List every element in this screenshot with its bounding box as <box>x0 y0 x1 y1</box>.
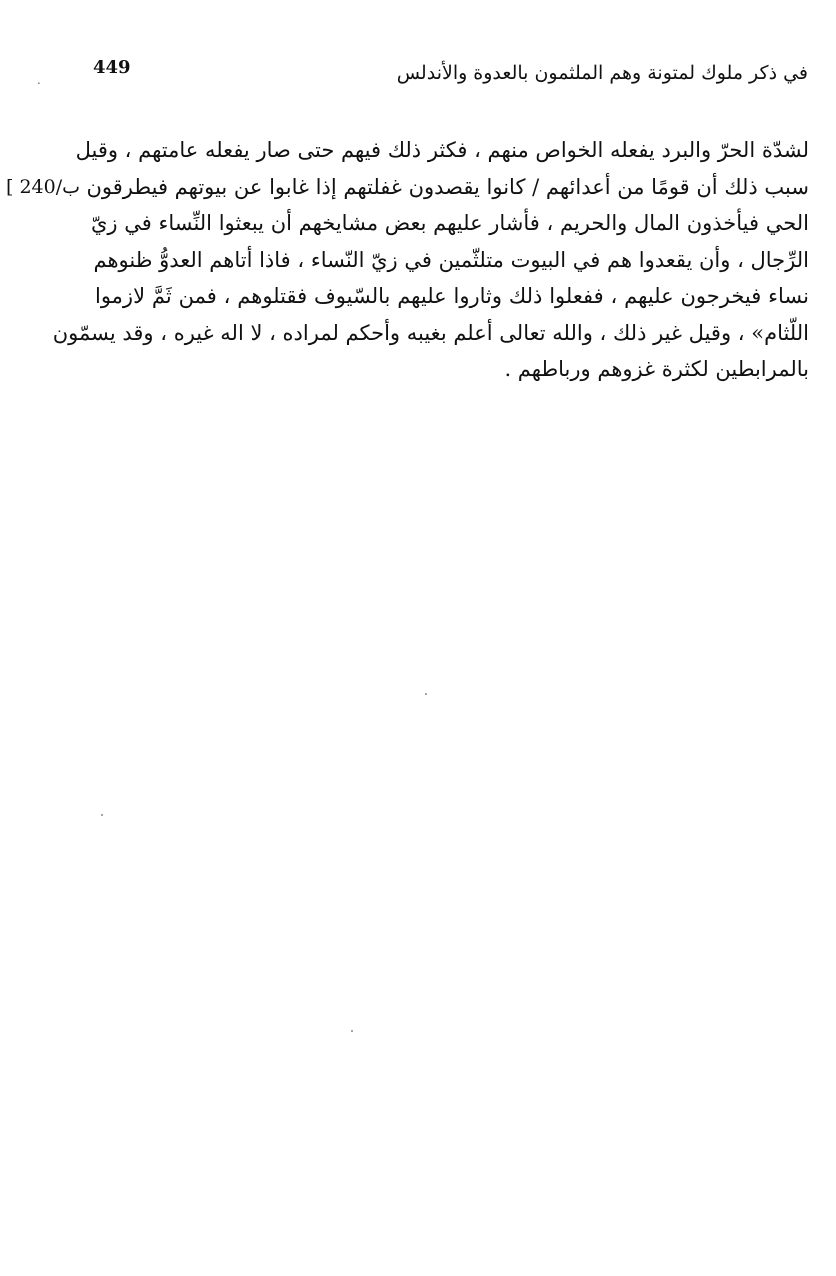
text-line: لشدّة الحرّ والبرد يفعله الخواص منهم ، فكثر ذلك فيهم حتى صار يفعله عامتهم ، وقيل <box>75 138 809 162</box>
page-number: 449 <box>93 57 131 78</box>
text-line: الحي فيأخذون المال والحريم ، فأشار عليهم بعض مشايخهم أن يبعثوا النِّساء في زيّ <box>90 211 809 235</box>
scan-speck <box>425 693 427 695</box>
text-line: سبب ذلك أن قومًا من أعدائهم / كانوا يقصدون غفلتهم إذا غابوا عن بيوتهم فيطرقون <box>86 174 809 199</box>
body-text <box>52 132 809 388</box>
scan-speck <box>101 814 103 816</box>
text-line: بالمرابطين لكثرة غزوهم ورباطهم . <box>504 357 809 381</box>
scan-speck <box>351 1030 353 1032</box>
header-mark: . <box>37 73 41 87</box>
text-line: الرِّجال ، وأن يقعدوا هم في البيوت متلثّمين في زيّ النّساء ، فاذا أتاهم العدوُّ ظنوهم <box>93 247 809 272</box>
text-line: نساء فيخرجون عليهم ، ففعلوا ذلك وثاروا عليهم بالسّيوف فقتلوهم ، فمن ثَمَّ لازموا <box>95 284 809 308</box>
running-header-title: في ذكر ملوك لمتونة وهم الملثمون بالعدوة والأندلس <box>396 62 808 84</box>
folio-marker: [ 240/ب <box>6 176 81 198</box>
text-line: اللّثام» ، وقيل غير ذلك ، والله تعالى أعلم بغيبه وأحكم لمراده ، لا اله غيره ، وقد يسمّون <box>52 320 809 345</box>
